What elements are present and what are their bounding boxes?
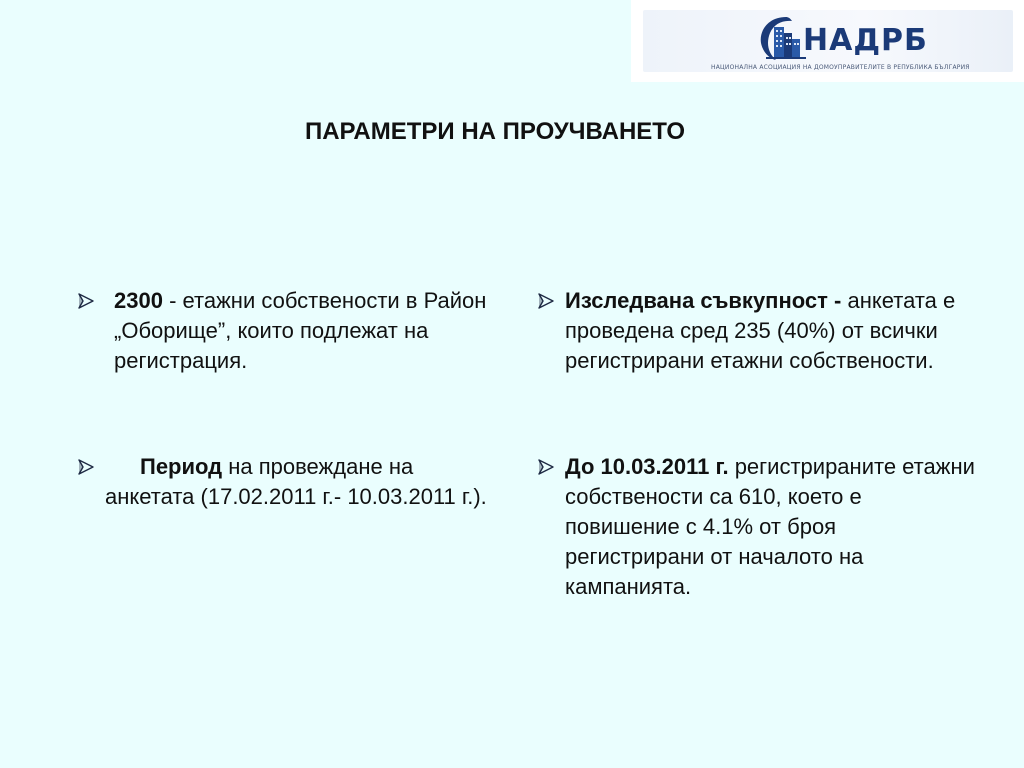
bullet-text <box>537 286 977 376</box>
logo-banner <box>643 10 1013 72</box>
page-title: ПАРАМЕТРИ НА ПРОУЧВАНЕТО <box>304 118 686 145</box>
arrow-bullet-icon <box>77 452 95 482</box>
logo-panel <box>631 0 1024 82</box>
arrow-bullet-icon <box>77 286 95 316</box>
bullet-body: регистрираните етажни собствености са 610, което е повишение с 4.1% от броя регистрирани от началото на кампанията. <box>565 454 975 599</box>
bullet-bold: Изследвана съвкупност - <box>565 288 842 313</box>
bullet-period <box>77 452 497 512</box>
bullet-text <box>77 452 497 512</box>
bullet-registered-to-date <box>537 452 977 602</box>
logo-name: НАДРБ <box>803 23 928 58</box>
arrow-bullet-icon <box>537 286 555 316</box>
bullet-population <box>537 286 977 376</box>
bullet-body: - етажни собствености в Район „Оборище”, които подлежат на регистрация. <box>114 288 487 373</box>
bullet-bold: Период <box>140 454 223 479</box>
bullet-text <box>77 286 497 376</box>
logo-subtitle: НАЦИОНАЛНА АСОЦИАЦИЯ НА ДОМОУПРАВИТЕЛИТЕ В РЕПУБЛИКА БЪЛГАРИЯ <box>711 64 970 71</box>
bullet-text <box>537 452 977 602</box>
bullet-registration-count <box>77 286 497 376</box>
bullet-body: анкетата е проведена сред 235 (40%) от всички регистрирани етажни собствености. <box>565 288 956 373</box>
bullet-bold: До 10.03.2011 г. <box>565 454 729 479</box>
arrow-bullet-icon <box>537 452 555 482</box>
bullet-bold: 2300 <box>114 288 163 313</box>
bullet-body: на провеждане на анкетата (17.02.2011 г.- 10.03.2011 г.). <box>105 454 487 509</box>
